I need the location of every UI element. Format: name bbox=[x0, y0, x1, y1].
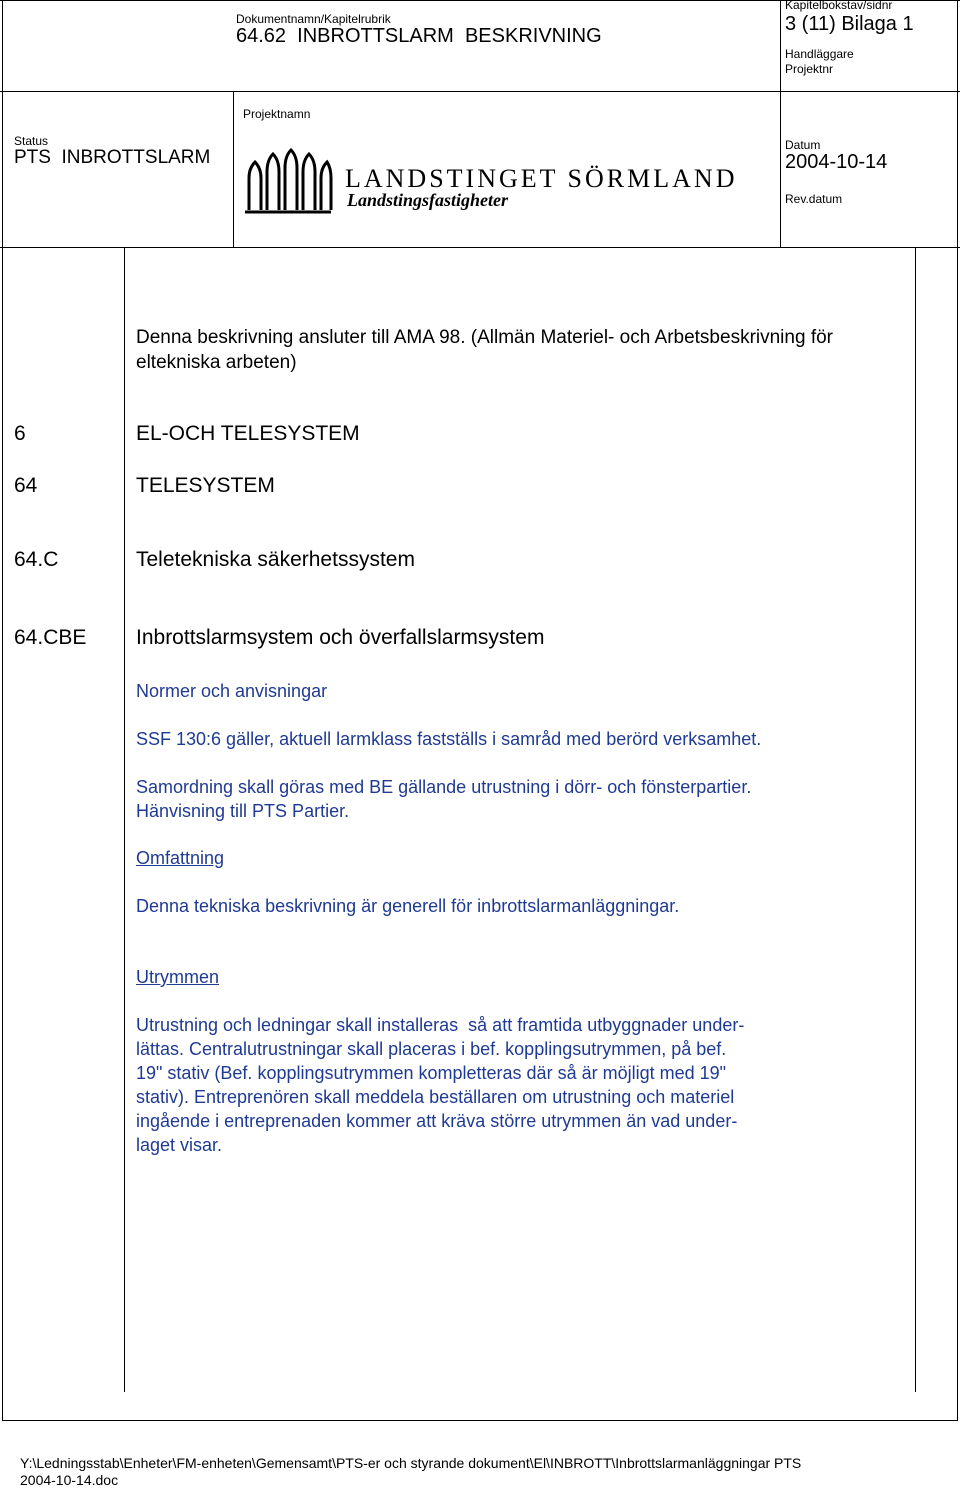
body-left-margin-line bbox=[124, 247, 125, 1392]
header-bottom-border bbox=[0, 247, 960, 248]
status-label: Status bbox=[14, 134, 49, 148]
section-code-64cbe: 64.CBE bbox=[14, 626, 87, 649]
section-title-6: EL-OCH TELESYSTEM bbox=[136, 422, 360, 445]
header-left-col-border bbox=[233, 91, 234, 247]
logo-line2: Landstingsfastigheter bbox=[347, 190, 509, 210]
omfattning-heading: Omfattning bbox=[136, 848, 225, 868]
revdatum-label: Rev.datum bbox=[785, 192, 843, 206]
chapter-label: Kapitelbokstav/sidnr bbox=[785, 0, 893, 12]
utrymmen-line-6: laget visar. bbox=[136, 1135, 223, 1155]
doc-name-value: 64.62 INBROTTSLARM BESKRIVNING bbox=[236, 25, 602, 47]
section-code-64c: 64.C bbox=[14, 548, 59, 571]
body-right-margin-line bbox=[915, 247, 916, 1392]
logo-line1: LANDSTINGET SÖRMLAND bbox=[345, 164, 738, 193]
utrymmen-line-2: lättas. Centralutrustningar skall placeras i bef. kopplingsutrymmen, på bef. bbox=[136, 1039, 727, 1059]
utrymmen-line-4: stativ). Entreprenören skall meddela beställaren om utrustning och materiel bbox=[136, 1087, 735, 1107]
utrymmen-line-3: 19" stativ (Bef. kopplingsutrymmen kompletteras där så är möjligt med 19" bbox=[136, 1063, 727, 1083]
normer-text: SSF 130:6 gäller, aktuell larmklass fastställs i samråd med berörd verksamhet. bbox=[136, 729, 762, 749]
intro-line-2: eltekniska arbeten) bbox=[136, 352, 297, 373]
header-divider-1 bbox=[0, 91, 960, 92]
page-left-border bbox=[2, 0, 3, 1420]
landstinget-logo bbox=[243, 148, 738, 218]
section-title-64cbe: Inbrottslarmsystem och överfallslarmsystem bbox=[136, 626, 545, 649]
datum-value: 2004-10-14 bbox=[785, 151, 888, 173]
section-code-64: 64 bbox=[14, 474, 38, 497]
footer-path-line-2: 2004-10-14.doc bbox=[20, 1472, 119, 1488]
doc-name-label: Dokumentnamn/Kapitelrubrik bbox=[236, 12, 391, 26]
section-title-64c: Teletekniska säkerhetssystem bbox=[136, 548, 415, 571]
page-right-border bbox=[957, 0, 958, 1420]
section-title-64: TELESYSTEM bbox=[136, 474, 275, 497]
footer-path-line-1: Y:\Ledningsstab\Enheter\FM-enheten\Gemensamt\PTS-er och styrande dokument\El\INBROTT\Inbrottslarmanläggningar PTS bbox=[20, 1455, 802, 1471]
header-right-col-border bbox=[780, 0, 781, 247]
samordning-line-2: Hänvisning till PTS Partier. bbox=[136, 801, 350, 821]
handlaggare-label: Handläggare bbox=[785, 47, 854, 61]
omfattning-text: Denna tekniska beskrivning är generell för inbrottslarmanläggningar. bbox=[136, 896, 680, 916]
chapter-value: 3 (11) Bilaga 1 bbox=[785, 13, 914, 35]
status-value: PTS INBROTTSLARM bbox=[14, 147, 211, 168]
utrymmen-heading: Utrymmen bbox=[136, 967, 220, 987]
normer-heading: Normer och anvisningar bbox=[136, 681, 328, 701]
crown-logo-icon bbox=[243, 148, 333, 216]
samordning-line-1: Samordning skall göras med BE gällande utrustning i dörr- och fönsterpartier. bbox=[136, 777, 752, 797]
page-bottom-border bbox=[2, 1420, 958, 1421]
utrymmen-line-1: Utrustning och ledningar skall installeras så att framtida utbyggnader under- bbox=[136, 1015, 745, 1035]
utrymmen-line-5: ingående i entreprenaden kommer att kräva större utrymmen än vad under- bbox=[136, 1111, 738, 1131]
datum-label: Datum bbox=[785, 138, 821, 152]
section-code-6: 6 bbox=[14, 422, 26, 445]
projektnr-label: Projektnr bbox=[785, 62, 834, 76]
projektnamn-label: Projektnamn bbox=[243, 107, 311, 121]
intro-line-1: Denna beskrivning ansluter till AMA 98. (Allmän Materiel- och Arbetsbeskrivning för bbox=[136, 327, 833, 348]
